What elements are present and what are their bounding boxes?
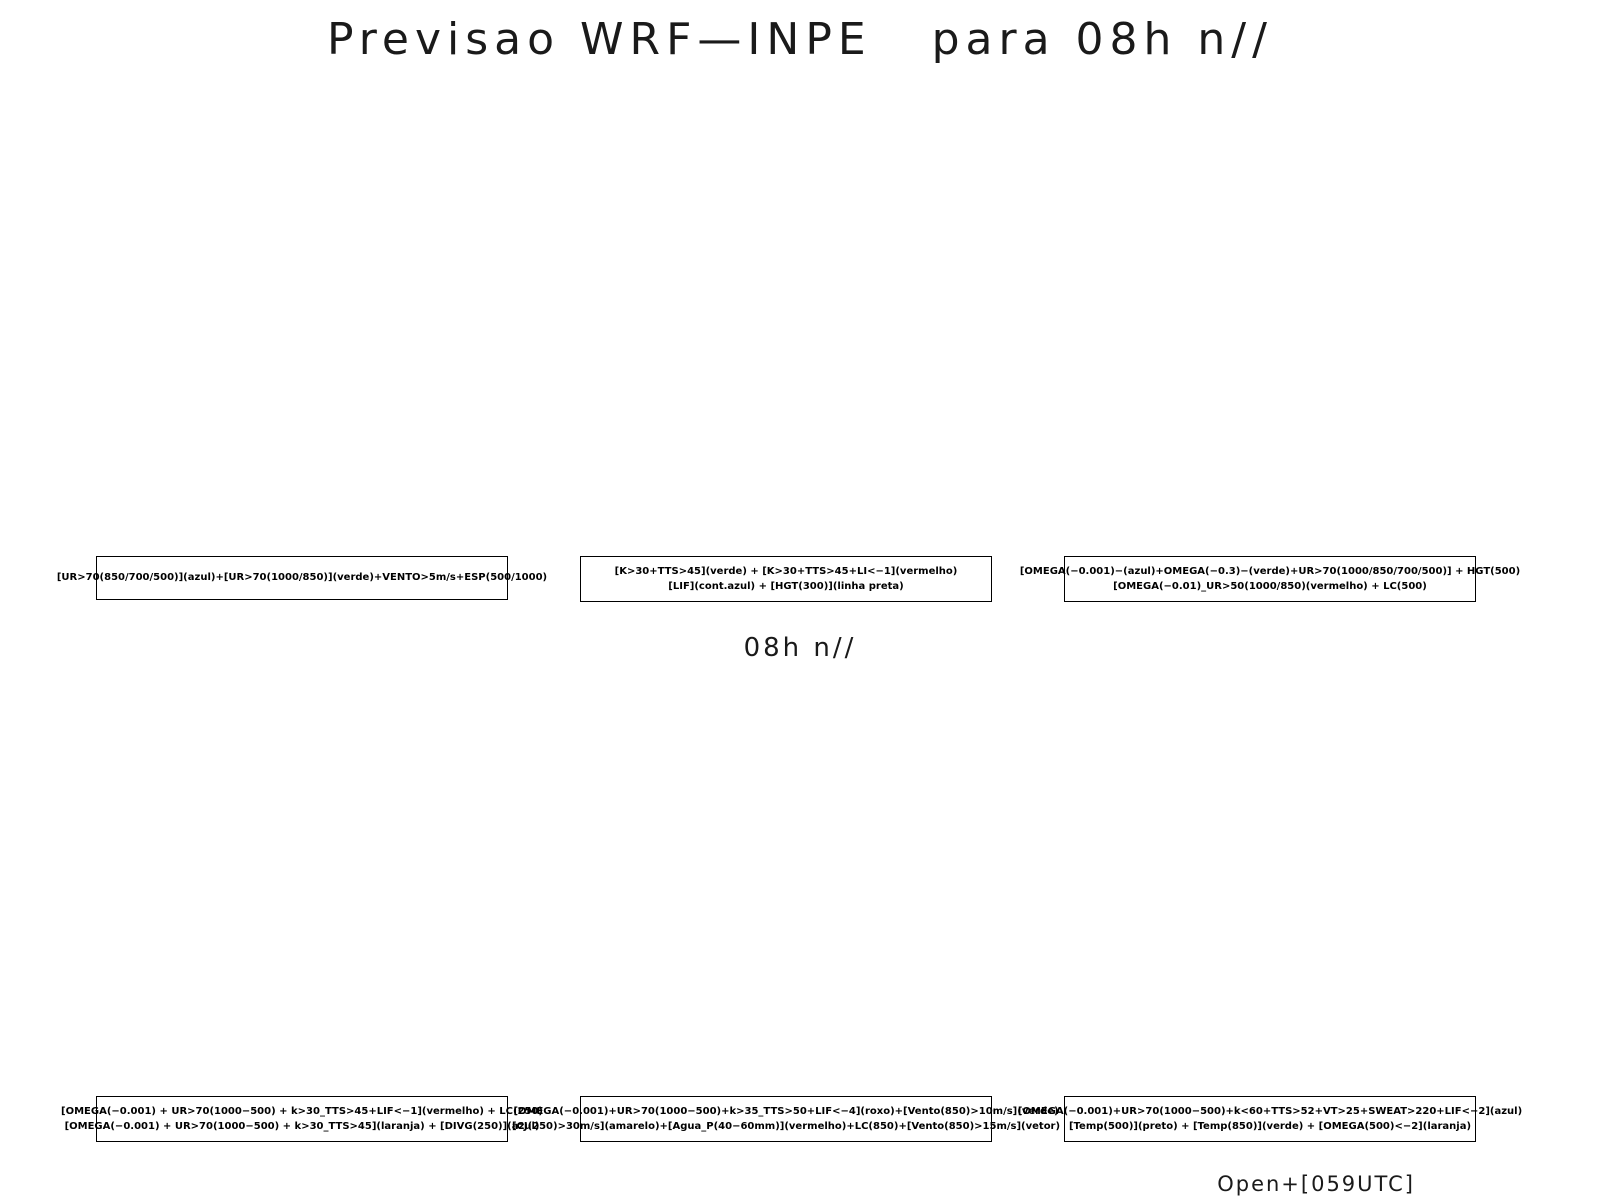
legend-panel [580,556,992,602]
legend-line: [OMEGA(−0.001) + UR>70(1000−500) + k>30_TTS>45+LIF<−1](vermelho) + LC(250) [61,1106,543,1117]
legend-line: [UR>70(850/700/500)](azul)+[UR>70(1000/850)](verde)+VENTO>5m/s+ESP(500/1000) [56,572,548,583]
section-subtitle: 08h n// [743,633,857,663]
legend-line: [LIF](cont.azul) + [HGT(300)](linha preta) [668,581,904,592]
legend-line: [OMEGA(−0.01)_UR>50(1000/850)(vermelho) + LC(500) [1113,581,1427,592]
legend-panel [511,1096,1061,1142]
legend-panel [1017,1096,1523,1142]
legend-line: [CJ(250)>30m/s](amarelo)+[Agua_P(40−60mm)](vermelho)+LC(850)+[Vento(850)>15m/s](vetor) [511,1121,1061,1132]
page-title: Previsao WRF—INPE para 08h n// [327,14,1273,65]
legend-line: [OMEGA(−0.001)+UR>70(1000−500)+k>35_TTS>50+LIF<−4](roxo)+[Vento(850)>10m/s](verde) [513,1106,1059,1117]
legend-line: [OMEGA(−0.001)−(azul)+OMEGA(−0.3)−(verde)+UR>70(1000/850/700/500)] + HGT(500) [1019,566,1521,577]
footer-caption: Open+[059UTC] [1217,1172,1415,1196]
legend-line: [K>30+TTS>45](verde) + [K>30+TTS>45+LI<−1](vermelho) [614,566,958,577]
legend-panel [1019,556,1521,602]
legend-line: [OMEGA(−0.001) + UR>70(1000−500) + k>30_TTS>45](laranja) + [DIVG(250)](azul) [64,1121,540,1132]
legend-line: [Temp(500)](preto) + [Temp(850)](verde) + [OMEGA(500)<−2](laranja) [1068,1121,1472,1132]
legend-line: [OMEGA(−0.001)+UR>70(1000−500)+k<60+TTS>52+VT>25+SWEAT>220+LIF<−2](azul) [1017,1106,1523,1117]
legend-panel [61,1096,543,1142]
legend-panel [56,556,548,600]
